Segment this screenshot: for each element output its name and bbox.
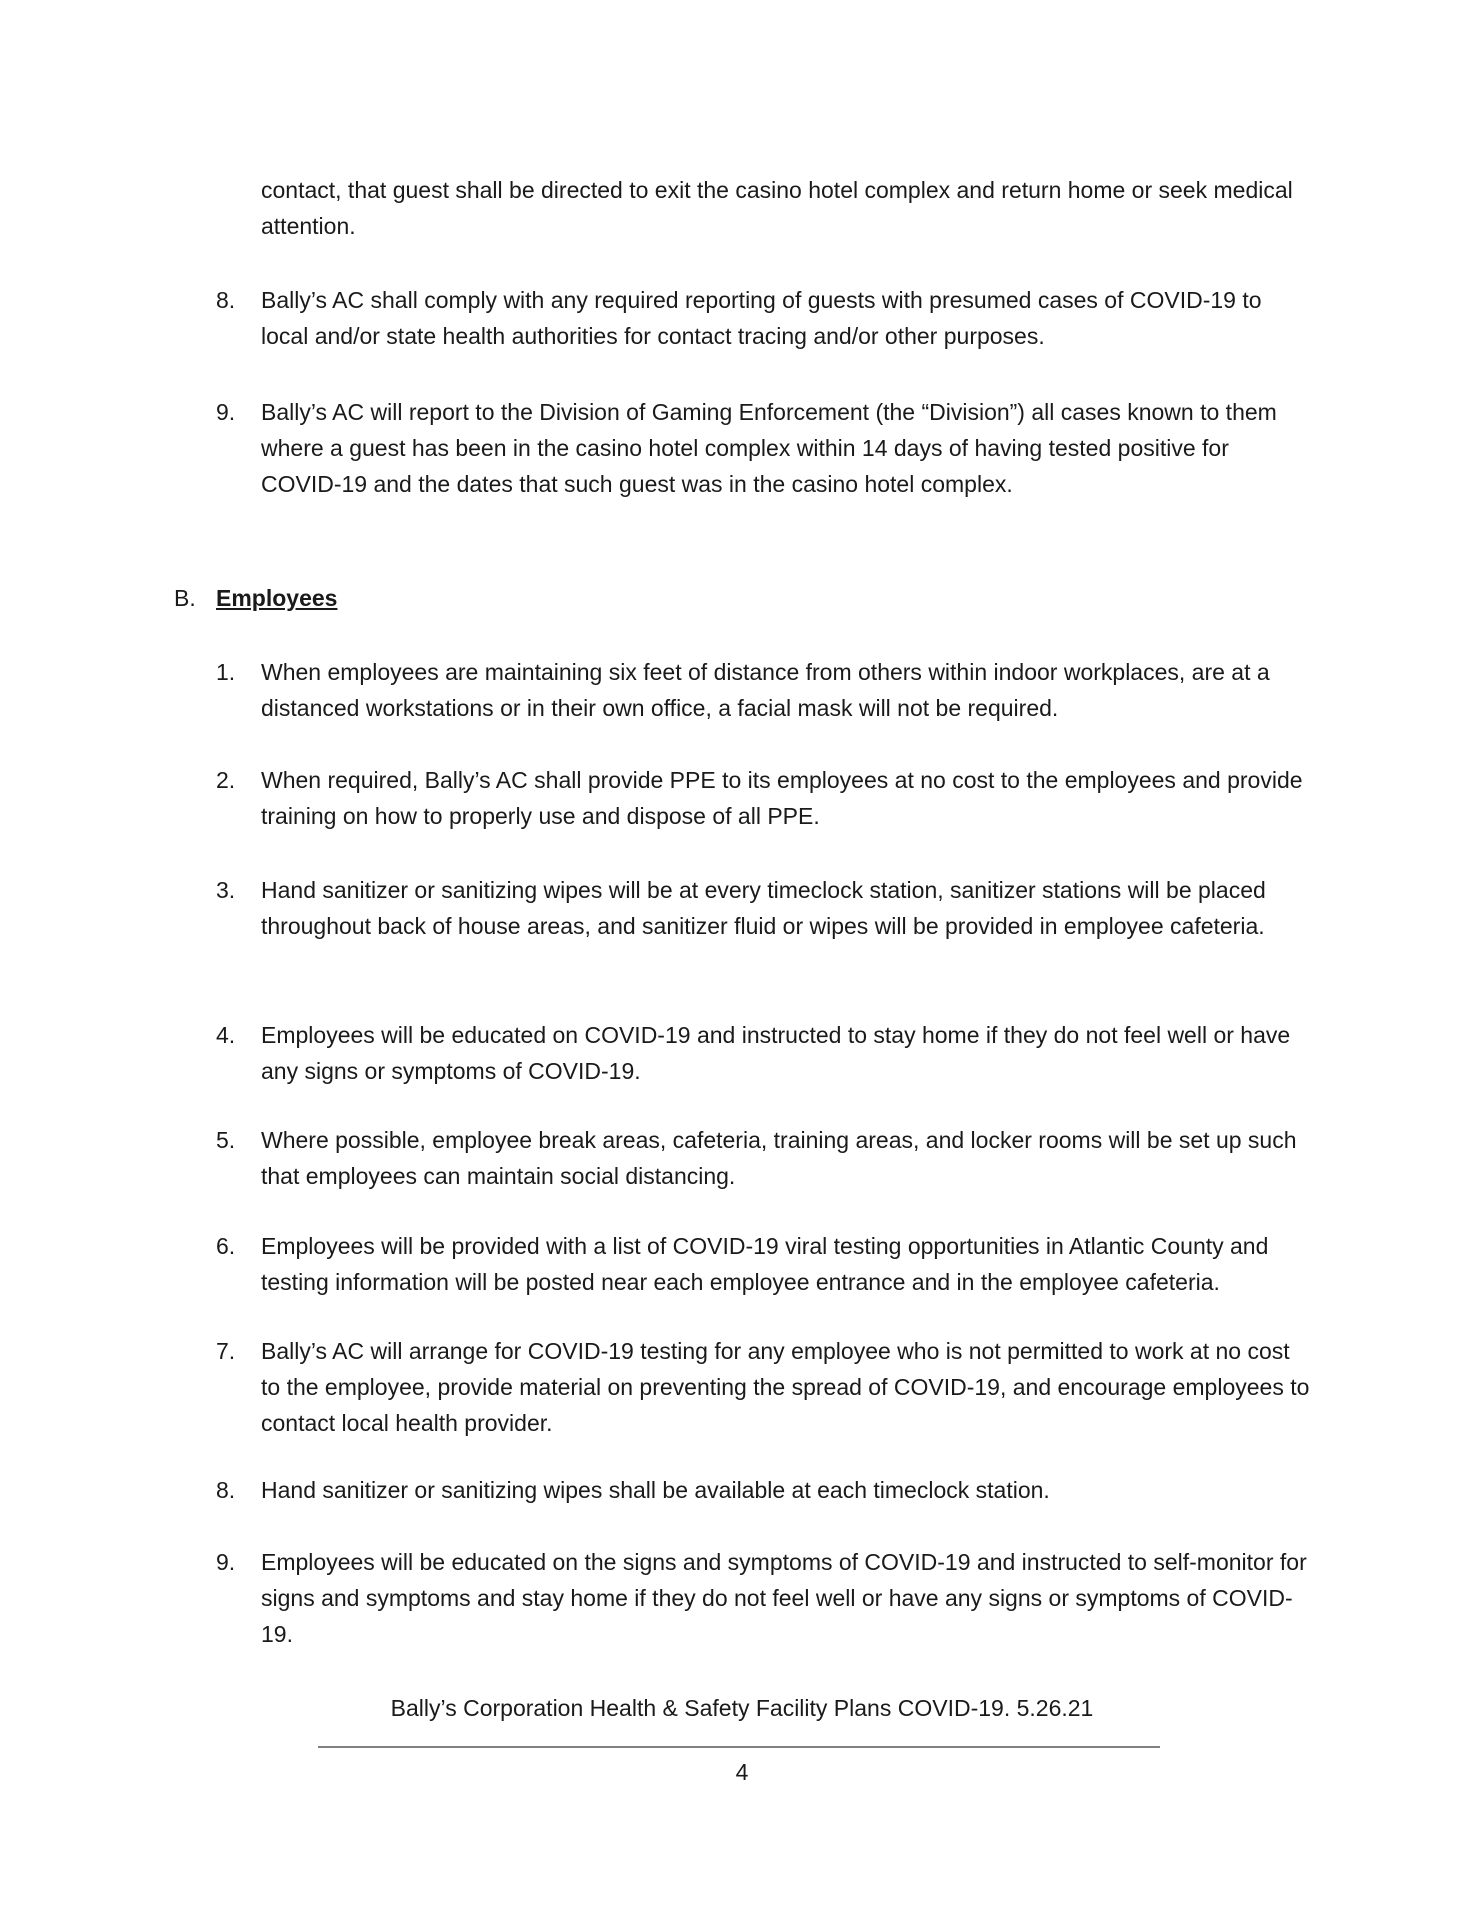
continuation-paragraph: contact, that guest shall be directed to exit the casino hotel complex and return home or seek medical attention. bbox=[261, 177, 1293, 239]
employee-item-8-number: 8. bbox=[216, 1477, 236, 1503]
section-letter: B. bbox=[174, 585, 196, 611]
employee-item-5-text: Where possible, employee break areas, cafeteria, training areas, and locker rooms will be set up such that employees can maintain social distancing. bbox=[261, 1127, 1297, 1189]
employee-item-5-number: 5. bbox=[216, 1127, 236, 1153]
footer-text: Bally’s Corporation Health & Safety Facility Plans COVID-19. 5.26.21 bbox=[390, 1695, 1094, 1721]
guest-item-8-number: 8. bbox=[216, 287, 236, 313]
guest-item-8-text: Bally’s AC shall comply with any required reporting of guests with presumed cases of COVID-19 to local and/or state health authorities for contact tracing and/or other purposes. bbox=[261, 287, 1262, 349]
employee-item-3-text: Hand sanitizer or sanitizing wipes will be at every timeclock station, sanitizer stations will be placed throughout back of house areas, and sanitizer fluid or wipes will be provided in employee cafeteria. bbox=[261, 877, 1266, 939]
guest-item-9-text: Bally’s AC will report to the Division of Gaming Enforcement (the “Division”) all cases known to them where a guest has been in the casino hotel complex within 14 days of having tested positive for COVID-19 and the dates that such guest was in the casino hotel complex. bbox=[261, 399, 1277, 497]
employee-item-9-text: Employees will be educated on the signs and symptoms of COVID-19 and instructed to self-monitor for signs and symptoms and stay home if they do not feel well or have any signs or symptoms of COVID-19. bbox=[261, 1549, 1307, 1647]
employee-item-4-text: Employees will be educated on COVID-19 and instructed to stay home if they do not feel well or have any signs or symptoms of COVID-19. bbox=[261, 1022, 1291, 1084]
employee-item-7-number: 7. bbox=[216, 1338, 236, 1364]
guest-item-9-number: 9. bbox=[216, 399, 236, 425]
employee-item-4-number: 4. bbox=[216, 1022, 236, 1048]
employee-item-6-number: 6. bbox=[216, 1233, 236, 1259]
page-number: 4 bbox=[735, 1759, 749, 1785]
employee-item-8-text: Hand sanitizer or sanitizing wipes shall be available at each timeclock station. bbox=[261, 1477, 1050, 1503]
footer-divider bbox=[318, 1746, 1160, 1748]
employee-item-3-number: 3. bbox=[216, 877, 236, 903]
employee-item-9-number: 9. bbox=[216, 1549, 236, 1575]
section-title: Employees bbox=[216, 585, 338, 611]
employee-item-2-number: 2. bbox=[216, 767, 236, 793]
employee-item-2-text: When required, Bally’s AC shall provide PPE to its employees at no cost to the employees and provide training on how to properly use and dispose of all PPE. bbox=[261, 767, 1303, 829]
employee-item-7-text: Bally’s AC will arrange for COVID-19 testing for any employee who is not permitted to work at no cost to the employee, provide material on preventing the spread of COVID-19, and encourage employees to contact local health provider. bbox=[261, 1338, 1310, 1436]
employee-item-1-text: When employees are maintaining six feet of distance from others within indoor workplaces, are at a distanced workstations or in their own office, a facial mask will not be required. bbox=[261, 659, 1270, 721]
employee-item-1-number: 1. bbox=[216, 659, 236, 685]
employee-item-6-text: Employees will be provided with a list of COVID-19 viral testing opportunities in Atlantic County and testing information will be posted near each employee entrance and in the employee cafeteria. bbox=[261, 1233, 1269, 1295]
